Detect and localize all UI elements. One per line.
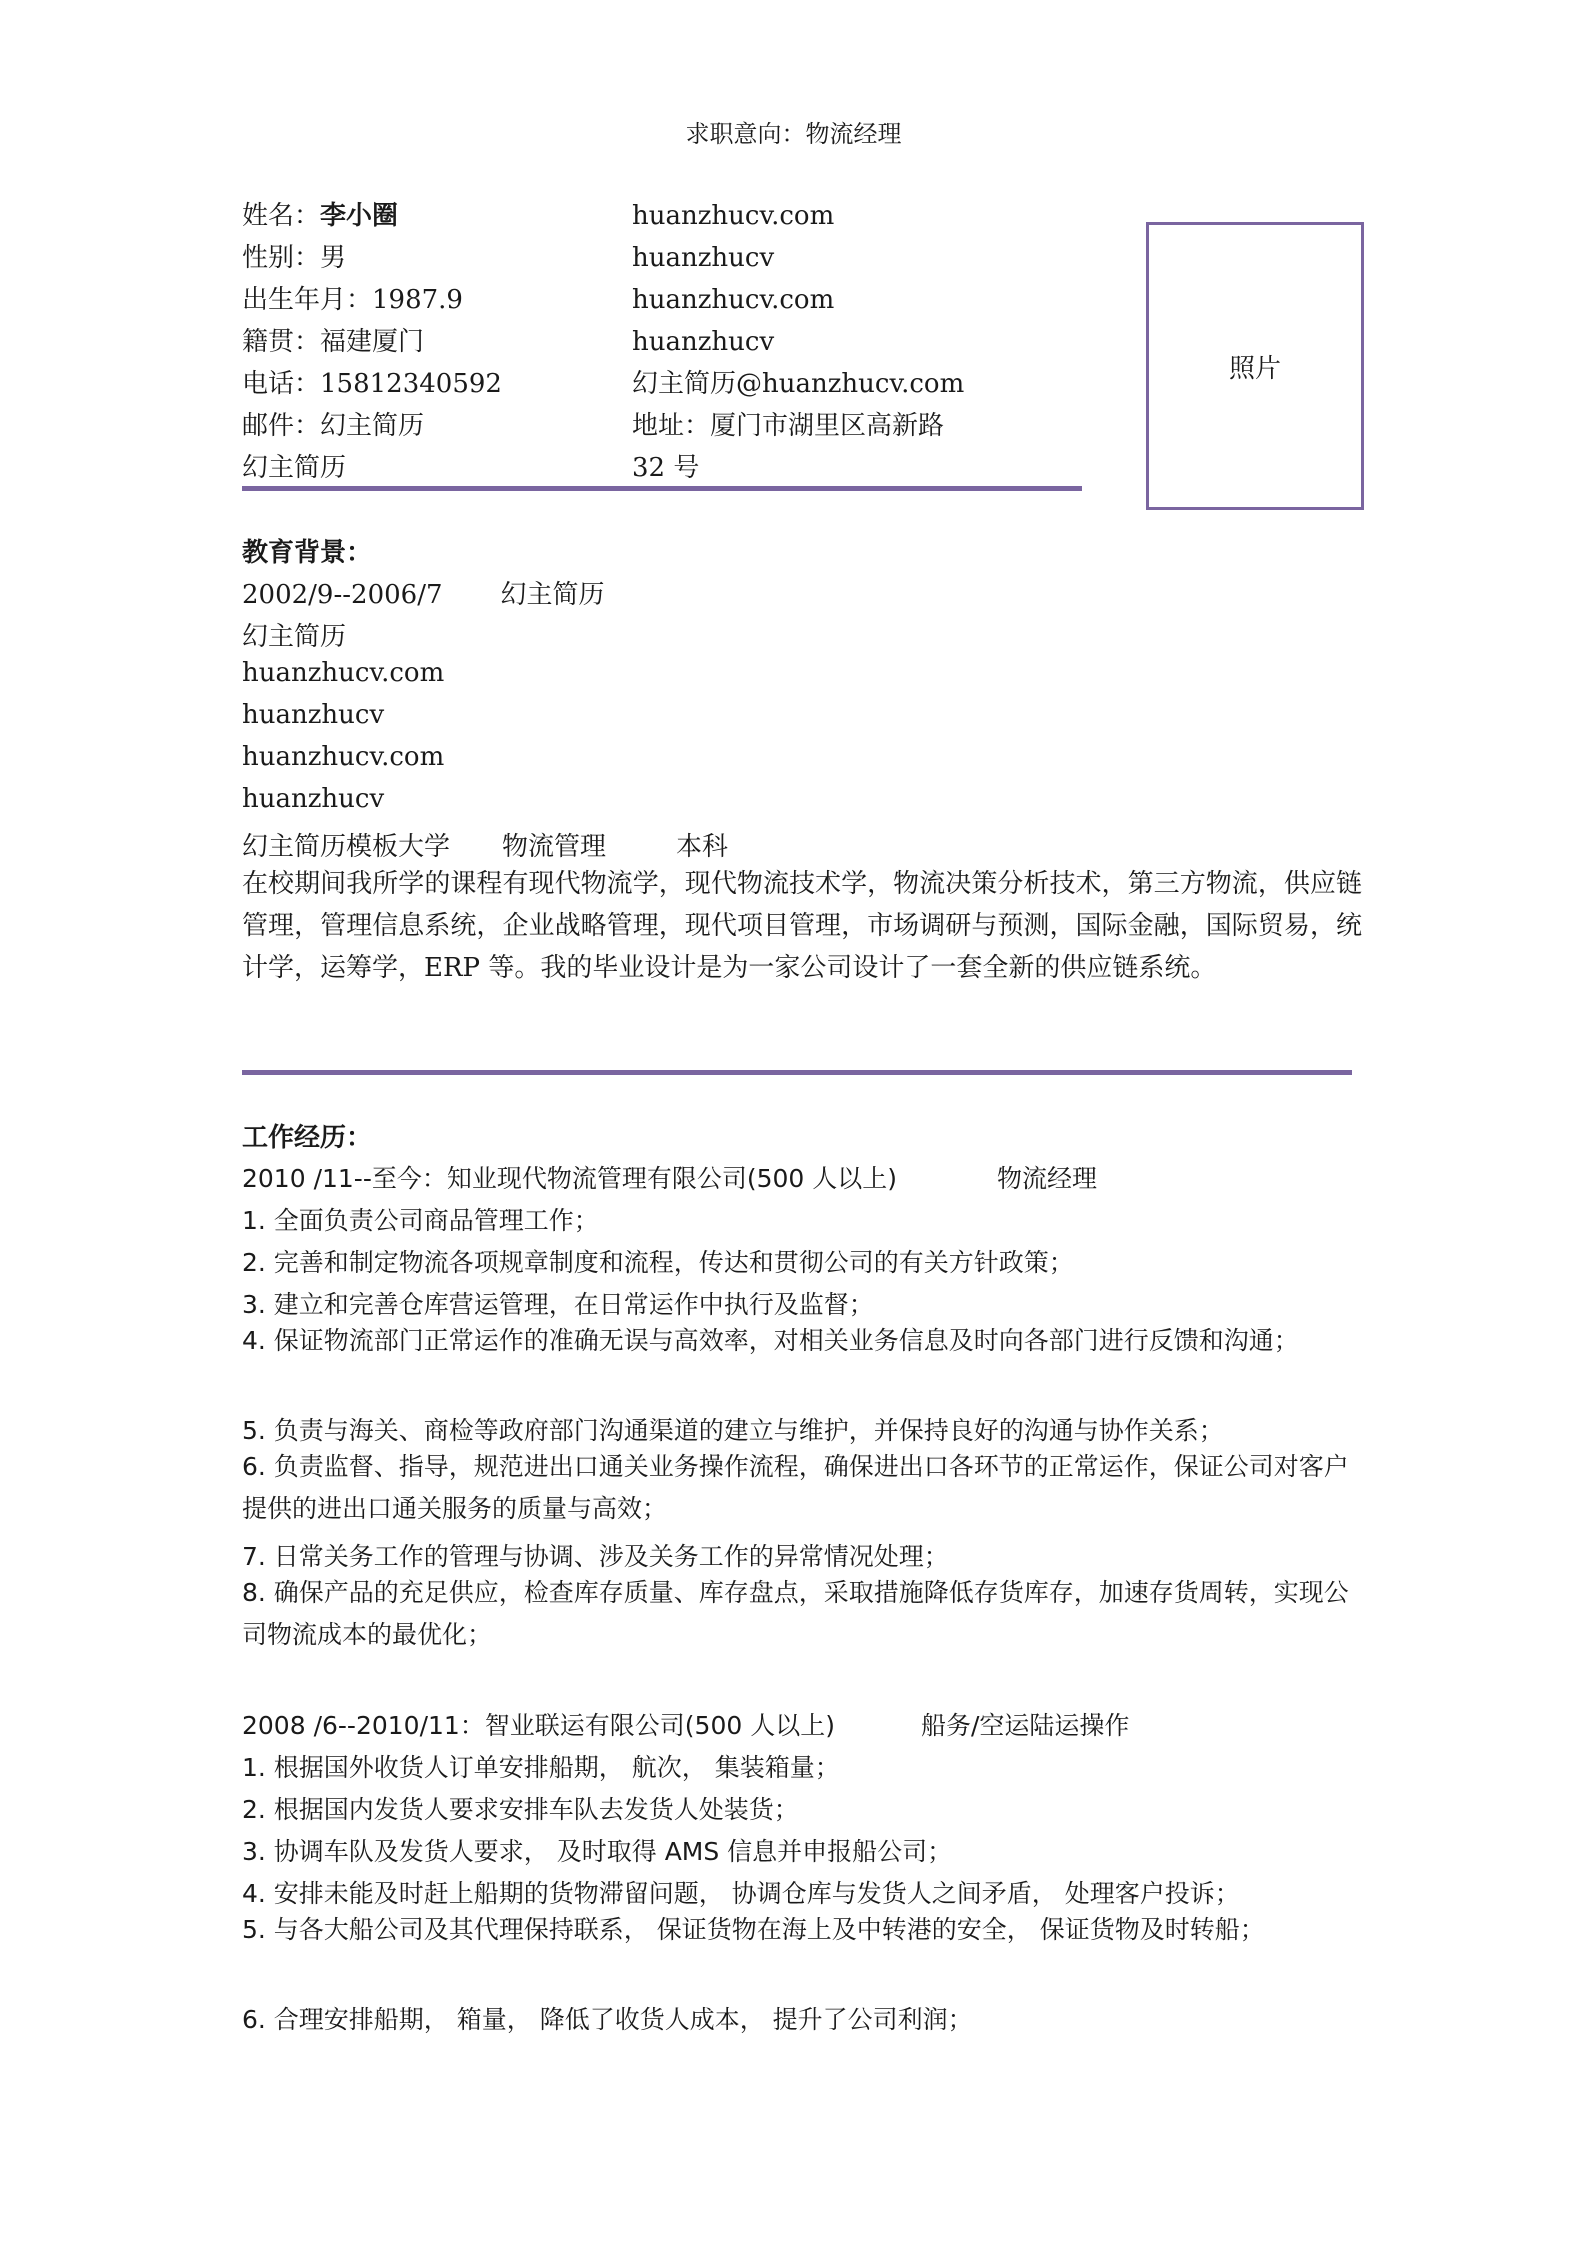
education-description: 在校期间我所学的课程有现代物流学，现代物流技术学，物流决策分析技术，第三方物流，供应链管理，管理信息系统，企业战略管理，现代项目管理，市场调研与预测，国际金融，国际贸易，统计学，运筹学，ERP 等。我的毕业设计是为一家公司设计了一套全新的供应链系统。 — [242, 869, 1362, 983]
education-line-4: huanzhucv.com — [242, 742, 445, 772]
job-1-item: 4. 保证物流部门正常运作的准确无误与高效率，对相关业务信息及时向各部门进行反馈和沟通； — [242, 1326, 1299, 1355]
education-degree: 本科 — [676, 832, 729, 862]
job-1-item: 5. 负责与海关、商检等政府部门沟通渠道的建立与维护，并保持良好的沟通与协作关系； — [242, 1416, 1224, 1445]
job-2-item: 6. 合理安排船期， 箱量， 降低了收货人成本， 提升了公司利润； — [242, 2005, 973, 2034]
job-1-item: 3. 建立和完善仓库营运管理，在日常运作中执行及监督； — [242, 1290, 874, 1319]
page-title: 求职意向：物流经理 — [685, 120, 902, 148]
job-1-item: 2. 完善和制定物流各项规章制度和流程，传达和贯彻公司的有关方针政策； — [242, 1248, 1074, 1277]
education-line-1: 幻主简历 — [242, 622, 347, 652]
job-2-item: 2. 根据国内发货人要求安排车队去发货人处装货； — [242, 1795, 799, 1824]
photo-placeholder — [1146, 222, 1364, 510]
phone-row: 电话：15812340592 — [242, 369, 502, 399]
name-value: 李小圈 — [320, 201, 399, 231]
job-2-item: 1. 根据国外收货人订单安排船期， 航次， 集装箱量； — [242, 1753, 840, 1782]
education-major: 物流管理 — [502, 832, 607, 862]
gender-row: 性别：男 — [242, 243, 347, 273]
info-right-2: huanzhucv — [632, 243, 775, 273]
education-degree-row — [242, 826, 728, 863]
education-line-5: huanzhucv — [242, 784, 385, 814]
name-row — [242, 195, 398, 237]
education-period-row — [242, 574, 605, 611]
native-row: 籍贯：福建厦门 — [242, 327, 425, 357]
name-label: 姓名： — [242, 201, 321, 231]
birth-row: 出生年月：1987.9 — [242, 285, 463, 315]
job-2-item: 5. 与各大船公司及其代理保持联系， 保证货物在海上及中转港的安全， 保证货物及时转船； — [242, 1915, 1265, 1944]
job-1-position: 物流经理 — [997, 1164, 1098, 1193]
info-right-1: huanzhucv.com — [632, 201, 835, 231]
job-2-heading-row — [242, 1706, 1129, 1742]
job-1-item: 7. 日常关务工作的管理与协调、涉及关务工作的异常情况处理； — [242, 1542, 949, 1571]
education-line-2: huanzhucv.com — [242, 658, 445, 688]
job-2-position: 船务/空运陆运操作 — [920, 1711, 1130, 1740]
education-period-school: 幻主简历 — [500, 580, 605, 610]
mail-row: 邮件：幻主简历 — [242, 411, 425, 441]
extra-row: 幻主简历 — [242, 453, 347, 483]
address-row: 地址：厦门市湖里区高新路 — [632, 411, 945, 441]
work-title: 工作经历： — [242, 1123, 373, 1153]
job-1-heading-row — [242, 1159, 1097, 1195]
job-1-item: 6. 负责监督、指导，规范进出口通关业务操作流程，确保进出口各环节的正常运作，保证公司对客户提供的进出口通关服务的质量与高效； — [242, 1452, 1349, 1523]
info-right-3: huanzhucv.com — [632, 285, 835, 315]
education-title: 教育背景： — [242, 538, 373, 568]
info-right-4: huanzhucv — [632, 327, 775, 357]
job-1-heading: 2010 /11--至今：知业现代物流管理有限公司(500 人以上) — [242, 1164, 898, 1193]
job-1-item: 1. 全面负责公司商品管理工作； — [242, 1206, 599, 1235]
address-row-2: 32 号 — [632, 453, 700, 483]
job-1-item: 8. 确保产品的充足供应，检查库存质量、库存盘点，采取措施降低存货库存，加速存货周转，实现公司物流成本的最优化； — [242, 1578, 1349, 1649]
photo-label: 照片 — [1228, 353, 1281, 384]
section-divider — [242, 1070, 1352, 1075]
info-right-5: 幻主简历@huanzhucv.com — [632, 369, 965, 399]
job-2-item: 3. 协调车队及发货人要求， 及时取得 AMS 信息并申报船公司； — [242, 1837, 953, 1866]
education-period: 2002/9--2006/7 — [242, 580, 443, 610]
job-2-item: 4. 安排未能及时赶上船期的货物滞留问题， 协调仓库与发货人之间矛盾， 处理客户投诉； — [242, 1879, 1240, 1908]
info-divider — [242, 486, 1082, 491]
job-2-heading: 2008 /6--2010/11：智业联运有限公司(500 人以上) — [242, 1711, 835, 1740]
education-line-3: huanzhucv — [242, 700, 385, 730]
education-school: 幻主简历模板大学 — [242, 832, 451, 862]
